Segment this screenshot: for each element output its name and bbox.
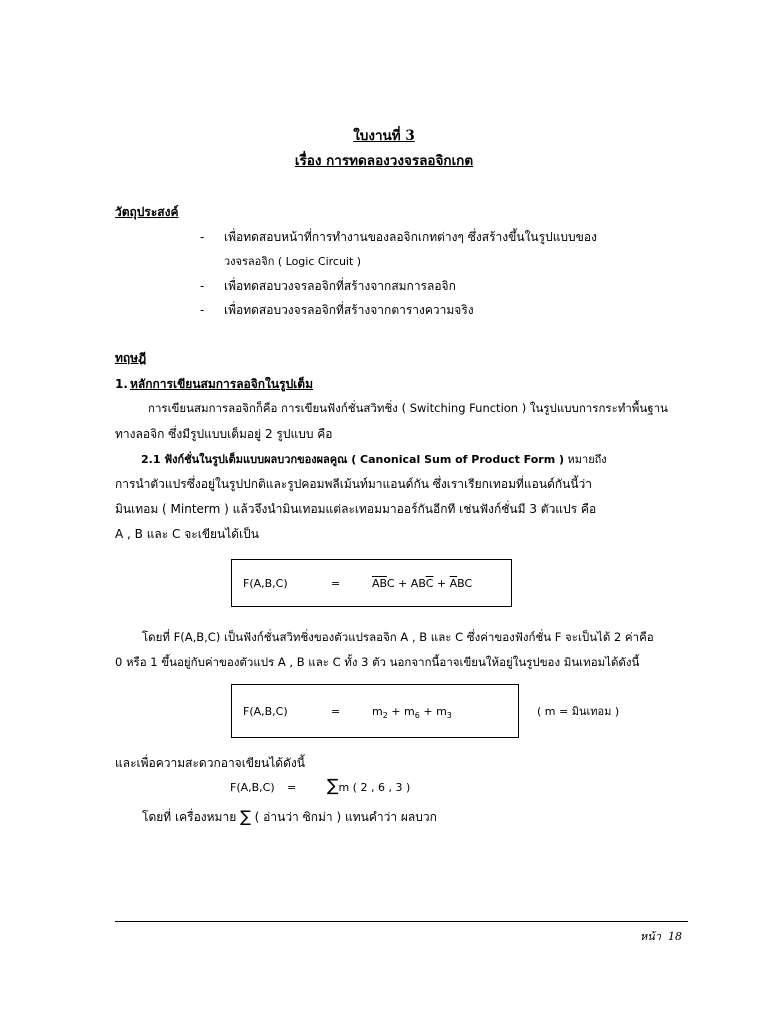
- bullet-3: -: [200, 303, 205, 317]
- minterm-note: ( m = มินเทอม ): [537, 705, 620, 718]
- sigma-expression: ∑m ( 2 , 6 , 3 ): [327, 776, 411, 796]
- theory-heading: ทฤษฎี: [115, 351, 147, 365]
- sigma-equals: =: [287, 781, 297, 794]
- paragraph-1-line-1: การเขียนสมการลอจิกก็คือ การเขียนฟังก์ชั่นสวิทชิ่ง ( Switching Function ) ในรูปแบบการกระทำพื้นฐาน: [148, 401, 668, 415]
- footer-rule: [115, 921, 688, 922]
- paragraph-3-line-1: โดยที่ F(A,B,C) เป็นฟังก์ชั่นสวิทชิ่งของตัวแปรลอจิก A , B และ C ซึ่งค่าของฟังก์ชั่น F จะเป็นได้ 2 ค่าคือ: [142, 630, 654, 644]
- bullet-2: -: [200, 279, 205, 293]
- paragraph-4-line-3: โดยที่ เครื่องหมาย ∑ ( อ่านว่า ซิกม่า ) แทนคำว่า ผลบวก: [142, 807, 437, 826]
- worksheet-subtitle: เรื่อง การทดลองวงจรลอจิกเกต: [294, 153, 474, 169]
- objectives-heading: วัตถุประสงค์: [115, 205, 179, 219]
- paragraph-1-line-2: ทางลอจิก ซึ่งมีรูปแบบเต็มอยู่ 2 รูปแบบ คือ: [115, 427, 333, 441]
- section-2-1-heading: [141, 453, 607, 466]
- section-1-heading: หลักการเขียนสมการลอจิกในรูปเต็ม: [130, 377, 313, 391]
- paragraph-4-line-1: และเพื่อความสะดวกอาจเขียนได้ดังนี้: [115, 756, 305, 770]
- section-2-1-title: 2.1 ฟังก์ชั่นในรูปเต็มแบบผลบวกของผลคูณ ( Canonical Sum of Product Form ): [141, 453, 565, 466]
- sigma-symbol-icon: ∑: [240, 807, 251, 826]
- bullet-1: -: [200, 230, 205, 244]
- box1-equals: =: [331, 577, 341, 590]
- sigma-lhs: F(A,B,C): [230, 781, 275, 794]
- box1-expression: $\overline{A}\overline{B}C + AB\overline{C} + \overline{A}BC$: [372, 577, 473, 590]
- paragraph-2-line-3: A , B และ C จะเขียนได้เป็น: [115, 527, 260, 541]
- box1-lhs: F(A,B,C): [243, 577, 288, 590]
- sigma-icon: ∑: [327, 776, 339, 796]
- box2-equals: =: [331, 705, 341, 718]
- page-number: [640, 930, 682, 943]
- section-1-number: 1.: [115, 377, 128, 391]
- section-2-1-rest: หมายถึง: [564, 453, 607, 466]
- paragraph-3-line-2: 0 หรือ 1 ขึ้นอยู่กับค่าของตัวแปร A , B และ C ทั้ง 3 ตัว นอกจากนี้อาจเขียนให้อยู่ในรูปของ มินเทอมได้ดังนี้: [115, 655, 640, 669]
- objective-item-1-cont: วงจรลอจิก ( Logic Circuit ): [224, 255, 362, 268]
- page-value: 18: [667, 930, 682, 943]
- box2-expression: $m_2 + m_6 + m_3$: [372, 705, 452, 720]
- objective-item-1: เพื่อทดสอบหน้าที่การทำงานของลอจิกเกทต่างๆ ซึ่งสร้างขึ้นในรูปแบบของ: [224, 230, 597, 244]
- paragraph-2-line-2: มินเทอม ( Minterm ) แล้วจึงนำมินเทอมแต่ละเทอมมาออร์กันอีกที เช่นฟังก์ชั่นมี 3 ตัวแปร คือ: [115, 502, 597, 516]
- box2-lhs: F(A,B,C): [243, 705, 288, 718]
- objective-item-2: เพื่อทดสอบวงจรลอจิกที่สร้างจากสมการลอจิก: [224, 279, 456, 293]
- objective-item-3: เพื่อทดสอบวงจรลอจิกที่สร้างจากตารางความจริง: [224, 303, 474, 317]
- worksheet-title: ใบงานที่ 3: [353, 128, 415, 144]
- paragraph-2-line-1: การนำตัวแปรซึ่งอยู่ในรูปปกติและรูปคอมพลีเม้นท์มาแอนด์กัน ซึ่งเราเรียกเทอมที่แอนด์กันนี้ว่า: [115, 477, 593, 491]
- page-label: หน้า: [640, 930, 661, 943]
